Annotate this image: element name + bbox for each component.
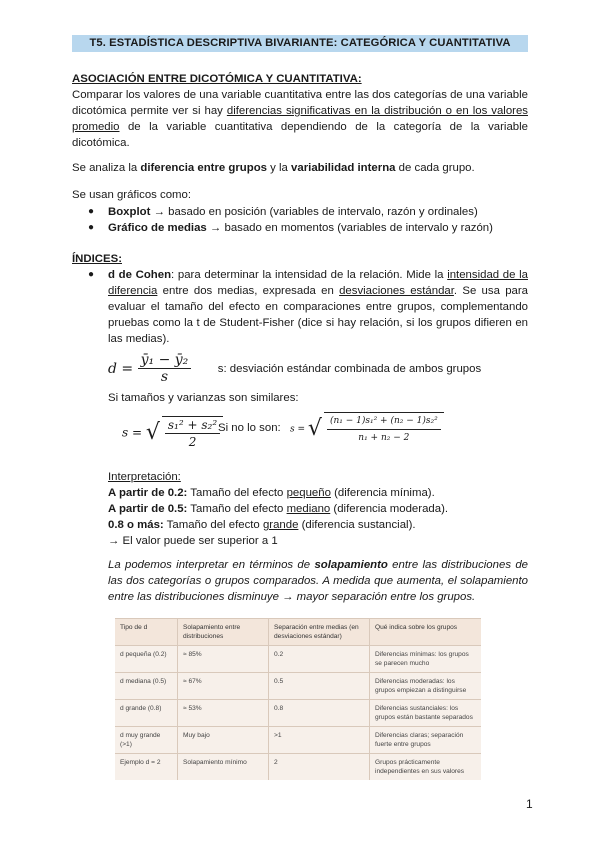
formula-s-similar: s = √ $\frac{\text{s₁² + s₂²}}{2}$ bbox=[122, 416, 223, 450]
bullet-icon: ● bbox=[88, 222, 95, 233]
table-header: Qué indica sobre los grupos bbox=[370, 619, 482, 646]
graph-bullet-list bbox=[72, 204, 528, 236]
table-row bbox=[115, 754, 481, 781]
table-cell: 2 bbox=[269, 754, 370, 781]
formula-s-row bbox=[122, 410, 528, 456]
table-header: Solapamiento entre distribuciones bbox=[178, 619, 269, 646]
paragraph-diferencia: Se analiza la diferencia entre grupos y la variabilidad interna de cada grupo. bbox=[72, 162, 475, 174]
table-row bbox=[115, 646, 481, 673]
formula-s-description: s: desviación estándar combinada de ambos grupos bbox=[217, 363, 482, 376]
table-cell: >1 bbox=[269, 727, 370, 754]
table-cell: Diferencias sustanciales: los grupos están bastante separados bbox=[370, 700, 482, 727]
paragraph-graficos: Se usan gráficos como: bbox=[72, 189, 192, 201]
document-page bbox=[72, 0, 528, 848]
table-cell: 0.5 bbox=[269, 673, 370, 700]
table-row bbox=[115, 727, 481, 754]
section-heading-indices: ÍNDICES: bbox=[72, 253, 122, 265]
bullet-grafico-medias: ● Gráfico de medias → basado en momentos (variables de intervalo y razón) bbox=[88, 222, 493, 234]
table-cell: d pequeña (0.2) bbox=[115, 646, 178, 673]
table-cell: Diferencias mínimas: los grupos se parecen mucho bbox=[370, 646, 482, 673]
formula-d-row bbox=[108, 352, 528, 385]
table-header-row bbox=[115, 619, 481, 646]
interp-item: 0.8 o más: Tamaño del efecto grande (diferencia sustancial). bbox=[108, 519, 416, 531]
table-cell: ≈ 53% bbox=[178, 700, 269, 727]
formula-d: d = $\frac{\text{ȳ₁ − ȳ₂}}{s}$ bbox=[108, 361, 196, 377]
table-cell: Ejemplo d = 2 bbox=[115, 754, 178, 781]
interp-item: A partir de 0.5: Tamaño del efecto mediano (diferencia moderada). bbox=[108, 503, 449, 515]
interp-extra: → El valor puede ser superior a 1 bbox=[108, 535, 278, 547]
paragraph-intro: Comparar los valores de una variable cuantitativa entre las dos categorías de una variable dicotómica permite ver si hay diferencias significativas en la distribución o en los valores promedio de la variable cuantitativa dependiendo de la categoría de la variable dicotómica. bbox=[72, 89, 528, 149]
table-cell: Diferencias claras; separación fuerte entre grupos bbox=[370, 727, 482, 754]
bullet-icon: ● bbox=[88, 206, 95, 217]
bullet-boxplot: ● Boxplot → basado en posición (variables de intervalo, razón y ordinales) bbox=[88, 206, 478, 218]
table-row bbox=[115, 700, 481, 727]
table-header: Tipo de d bbox=[115, 619, 178, 646]
page-title: T5. ESTADÍSTICA DESCRIPTIVA BIVARIANTE: CATEGÓRICA Y CUANTITATIVA bbox=[72, 35, 528, 52]
else-label: Si no lo son: bbox=[218, 422, 281, 434]
table-row bbox=[115, 673, 481, 700]
overlap-paragraph: La podemos interpretar en términos de solapamiento entre las distribuciones de las dos categorías o grupos comparados. A medida que aumenta, el solapamiento entre las distribuciones disminuye → mayor separación entre los grupos. bbox=[108, 559, 529, 603]
table-cell: Muy bajo bbox=[178, 727, 269, 754]
cohen-d-table bbox=[115, 618, 481, 780]
table-cell: d grande (0.8) bbox=[115, 700, 178, 727]
formula-s-pooled: s = √ $\frac{\text{(n₁ − 1)s₁² + (n₂ − 1)s₂²}}{\text{n₁ + n₂ − 2}}$ bbox=[290, 412, 444, 446]
bullet-cohen: ● d de Cohen: para determinar la intensidad de la relación. Mide la intensidad de la diferencia entre dos medias, expresada en desviaciones estándar. Se usa para evaluar el tamaño del efecto en comparaciones entre grupos, complementando pruebas como la t de Student-Fisher (dice si hay relación, si los grupos difieren en las medias). bbox=[88, 269, 529, 345]
table-cell: ≈ 67% bbox=[178, 673, 269, 700]
table-header: Separación entre medias (en desviaciones estándar) bbox=[269, 619, 370, 646]
table-cell: Grupos prácticamente independientes en sus valores bbox=[370, 754, 482, 781]
similar-label: Si tamaños y varianzas son similares: bbox=[108, 392, 299, 404]
table-cell: ≈ 85% bbox=[178, 646, 269, 673]
table-cell: d muy grande (>1) bbox=[115, 727, 178, 754]
interp-item: A partir de 0.2: Tamaño del efecto pequeño (diferencia mínima). bbox=[108, 487, 435, 499]
interpretation-heading: Interpretación: bbox=[108, 471, 181, 483]
table-cell: Diferencias moderadas: los grupos empiezan a distinguirse bbox=[370, 673, 482, 700]
section-heading-dicotomica: ASOCIACIÓN ENTRE DICOTÓMICA Y CUANTITATIVA: bbox=[72, 73, 362, 85]
table-cell: 0.2 bbox=[269, 646, 370, 673]
cohen-bullet bbox=[72, 267, 528, 347]
interpretation-block bbox=[108, 469, 528, 549]
page-number: 1 bbox=[526, 797, 533, 811]
table-cell: Solapamiento mínimo bbox=[178, 754, 269, 781]
table-cell: d mediana (0.5) bbox=[115, 673, 178, 700]
bullet-icon: ● bbox=[88, 269, 95, 280]
table-cell: 0.8 bbox=[269, 700, 370, 727]
